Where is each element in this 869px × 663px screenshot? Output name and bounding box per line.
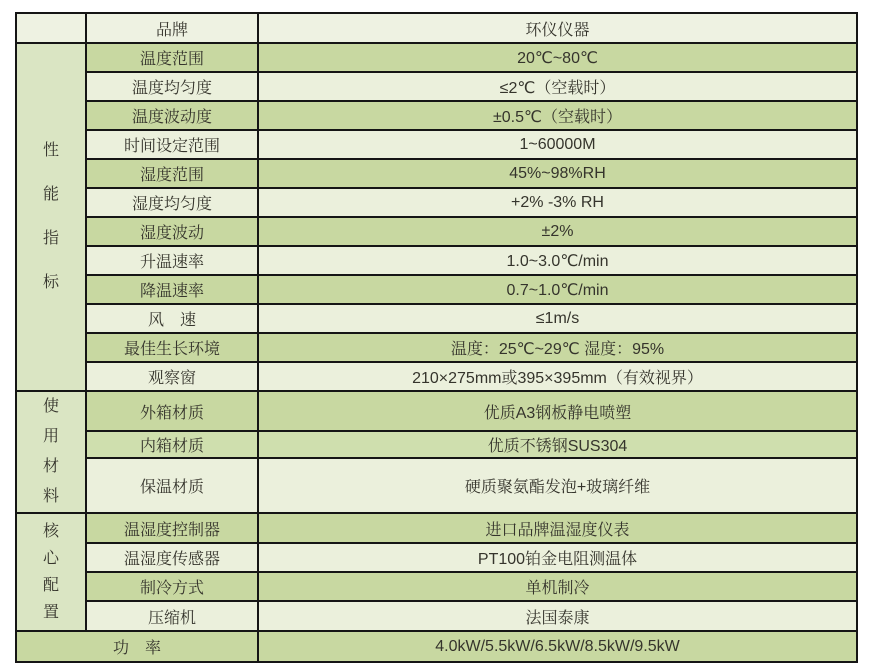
brand-value-cell: 环仪仪器 [258, 13, 857, 43]
group-cell-performance [16, 43, 86, 391]
row-value-cell: ≤1m/s [258, 304, 857, 333]
row-value-cell: 20℃~80℃ [258, 43, 857, 72]
table-row [16, 275, 857, 304]
row-value-cell: 优质不锈钢SUS304 [258, 431, 857, 458]
table-row [16, 458, 857, 513]
row-label-cell: 压缩机 [86, 601, 258, 631]
table-row [16, 601, 857, 631]
row-label-cell: 湿度范围 [86, 159, 258, 188]
row-label-cell: 最佳生长环境 [86, 333, 258, 362]
row-label-cell: 内箱材质 [86, 431, 258, 458]
table-row [16, 72, 857, 101]
row-label-cell: 制冷方式 [86, 572, 258, 601]
header-row [16, 13, 857, 43]
row-label-cell: 降温速率 [86, 275, 258, 304]
table-row [16, 304, 857, 333]
header-empty-cell [16, 13, 86, 43]
row-value-cell: 1.0~3.0℃/min [258, 246, 857, 275]
row-value-cell: 进口品牌温湿度仪表 [258, 513, 857, 543]
row-value-cell: ≤2℃（空载时） [258, 72, 857, 101]
row-value-cell: 优质A3钢板静电喷塑 [258, 391, 857, 431]
table-row [16, 572, 857, 601]
table-row [16, 391, 857, 431]
table-row [16, 333, 857, 362]
group-label: 使用材料 [42, 398, 59, 505]
row-value-cell: PT100铂金电阻测温体 [258, 543, 857, 572]
table-row [16, 217, 857, 246]
power-label-cell: 功 率 [16, 631, 258, 662]
row-label-cell: 温湿度传感器 [86, 543, 258, 572]
power-value-cell: 4.0kW/5.5kW/6.5kW/8.5kW/9.5kW [258, 631, 857, 662]
table-row [16, 513, 857, 543]
row-label-cell: 湿度均匀度 [86, 188, 258, 217]
table-row [16, 431, 857, 458]
table-row [16, 543, 857, 572]
table-row [16, 246, 857, 275]
row-value-cell: 0.7~1.0℃/min [258, 275, 857, 304]
row-value-cell: 45%~98%RH [258, 159, 857, 188]
group-label: 核心配置 [42, 523, 59, 621]
row-label-cell: 湿度波动 [86, 217, 258, 246]
row-label-cell: 温度波动度 [86, 101, 258, 130]
group-cell-core-config [16, 513, 86, 631]
spec-table [15, 12, 858, 663]
row-label-cell: 风 速 [86, 304, 258, 333]
row-label-cell: 保温材质 [86, 458, 258, 513]
table-row [16, 43, 857, 72]
row-value-cell: +2% -3% RH [258, 188, 857, 217]
row-label-cell: 外箱材质 [86, 391, 258, 431]
row-value-cell: 温度：25℃~29℃ 湿度：95% [258, 333, 857, 362]
power-row [16, 631, 857, 662]
row-value-cell: 单机制冷 [258, 572, 857, 601]
table-row [16, 101, 857, 130]
group-label: 性能指标 [42, 142, 59, 291]
row-value-cell: 法国泰康 [258, 601, 857, 631]
table-row [16, 362, 857, 391]
group-cell-materials [16, 391, 86, 513]
row-label-cell: 升温速率 [86, 246, 258, 275]
row-label-cell: 温度范围 [86, 43, 258, 72]
table-row [16, 130, 857, 159]
row-label-cell: 温湿度控制器 [86, 513, 258, 543]
table-row [16, 188, 857, 217]
table-row [16, 159, 857, 188]
row-label-cell: 观察窗 [86, 362, 258, 391]
brand-label-cell: 品牌 [86, 13, 258, 43]
row-value-cell: 210×275mm或395×395mm（有效视界） [258, 362, 857, 391]
row-label-cell: 时间设定范围 [86, 130, 258, 159]
row-value-cell: 1~60000M [258, 130, 857, 159]
row-value-cell: 硬质聚氨酯发泡+玻璃纤维 [258, 458, 857, 513]
row-value-cell: ±2% [258, 217, 857, 246]
row-label-cell: 温度均匀度 [86, 72, 258, 101]
row-value-cell: ±0.5℃（空载时） [258, 101, 857, 130]
